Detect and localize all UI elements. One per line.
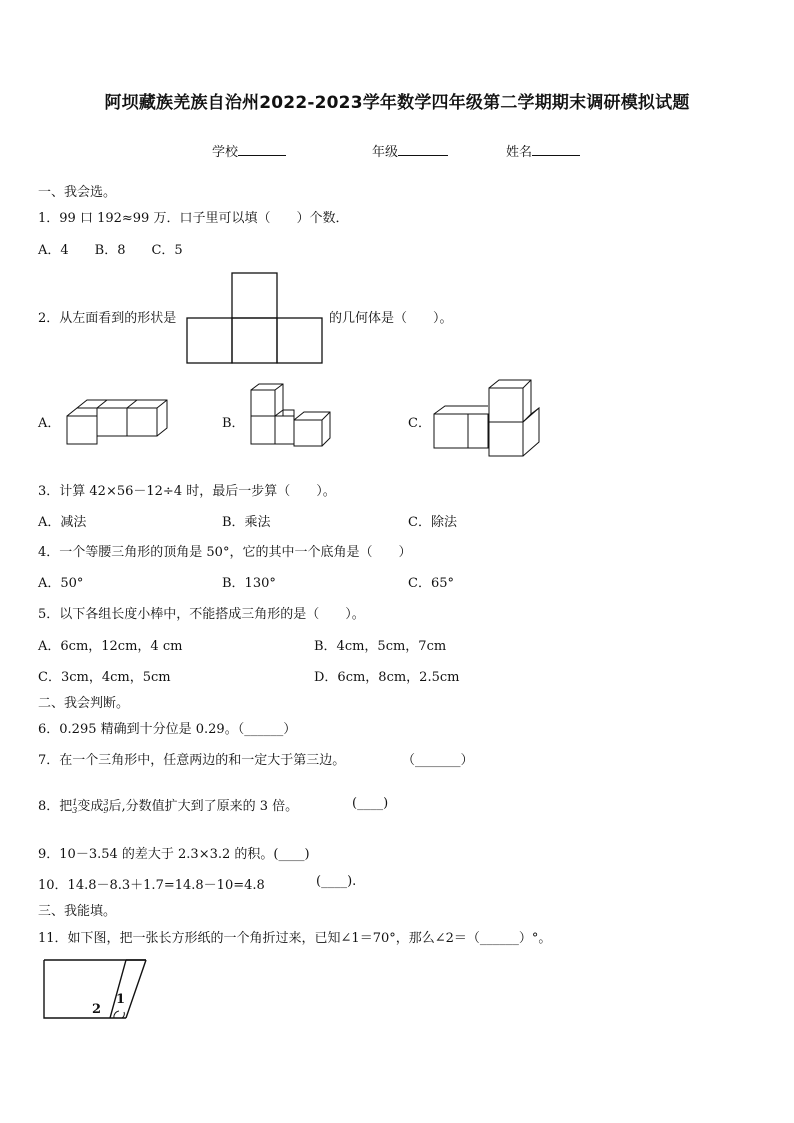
left-view-figure [186, 272, 326, 364]
question-11: 11．如下图，把一张长方形纸的一个角折过来，已知∠1＝70°，那么∠2＝（______）°。 [38, 931, 552, 946]
option-2b-label: B． [222, 416, 245, 431]
page-title: 阿坝藏族羌族自治州2022-2023学年数学四年级第二学期期末调研模拟试题 [104, 93, 690, 113]
grade-field[interactable] [372, 141, 448, 160]
option-3c[interactable]: C．除法 [408, 515, 457, 530]
option-2a-figure[interactable] [66, 396, 166, 446]
angle-1-label: 1 [116, 992, 126, 1007]
question-1-options: A．4 B．8 C．5 [38, 243, 183, 258]
option-3a[interactable]: A．减法 [38, 515, 87, 530]
name-label: 姓名 [506, 145, 533, 160]
option-2b-figure[interactable] [250, 382, 340, 448]
option-4b[interactable]: B．130° [222, 576, 276, 591]
question-9: 9．10－3.54 的差大于 2.3×3.2 的积。(____) [38, 847, 310, 862]
question-8-answer-blank[interactable]: (____) [352, 796, 389, 811]
question-3: 3．计算 42×56－12÷4 时，最后一步算（ ）。 [38, 484, 336, 499]
name-field[interactable] [506, 141, 580, 160]
option-5b[interactable]: B．4cm，5cm，7cm [314, 639, 447, 654]
grade-label: 年级 [372, 145, 399, 160]
option-5a[interactable]: A．6cm，12cm，4 cm [38, 639, 183, 654]
option-5c[interactable]: C．3cm，4cm，5cm [38, 670, 171, 685]
angle-2-label: 2 [92, 1002, 102, 1017]
question-8-pre: 8．把 [38, 799, 73, 814]
option-2c-label: C． [408, 416, 431, 431]
section-1-heading: 一、我会选。 [38, 185, 117, 200]
question-7: 7．在一个三角形中，任意两边的和一定大于第三边。 [38, 753, 346, 768]
option-5d[interactable]: D．6cm，8cm，2.5cm [314, 670, 460, 685]
section-3-heading: 三、我能填。 [38, 904, 117, 919]
question-10: 10．14.8－8.3＋1.7=14.8－10=4.8 [38, 878, 265, 893]
question-7-answer-blank[interactable]: （_______） [402, 753, 474, 768]
question-8 [38, 795, 298, 815]
option-4c[interactable]: C．65° [408, 576, 454, 591]
question-8-post: 后,分数值扩大到了原来的 3 倍。 [108, 799, 299, 814]
question-4: 4．一个等腰三角形的顶角是 50°，它的其中一个底角是（ ） [38, 545, 412, 560]
fraction-one-third: 1 3 [72, 797, 78, 815]
question-2-prefix: 2．从左面看到的形状是 [38, 311, 177, 326]
option-3b[interactable]: B．乘法 [222, 515, 271, 530]
option-2a-label: A． [38, 416, 61, 431]
question-1: 1．99 口 192≈99 万．口子里可以填（ ）个数． [38, 211, 349, 226]
option-4a[interactable]: A．50° [38, 576, 84, 591]
fraction-three-ninths: 3 9 [103, 797, 109, 815]
option-2c-figure[interactable] [433, 378, 543, 458]
folded-paper-figure [40, 956, 152, 1022]
question-8-mid: 变成 [77, 799, 104, 814]
question-2-suffix: 的几何体是（ ）。 [329, 311, 453, 326]
question-6: 6．0.295 精确到十分位是 0.29。（______） [38, 722, 297, 737]
question-5: 5．以下各组长度小棒中，不能搭成三角形的是（ ）。 [38, 607, 365, 622]
school-label: 学校 [212, 145, 239, 160]
question-10-answer-blank[interactable]: (____). [316, 874, 357, 889]
school-field[interactable] [212, 141, 286, 160]
section-2-heading: 二、我会判断。 [38, 696, 130, 711]
